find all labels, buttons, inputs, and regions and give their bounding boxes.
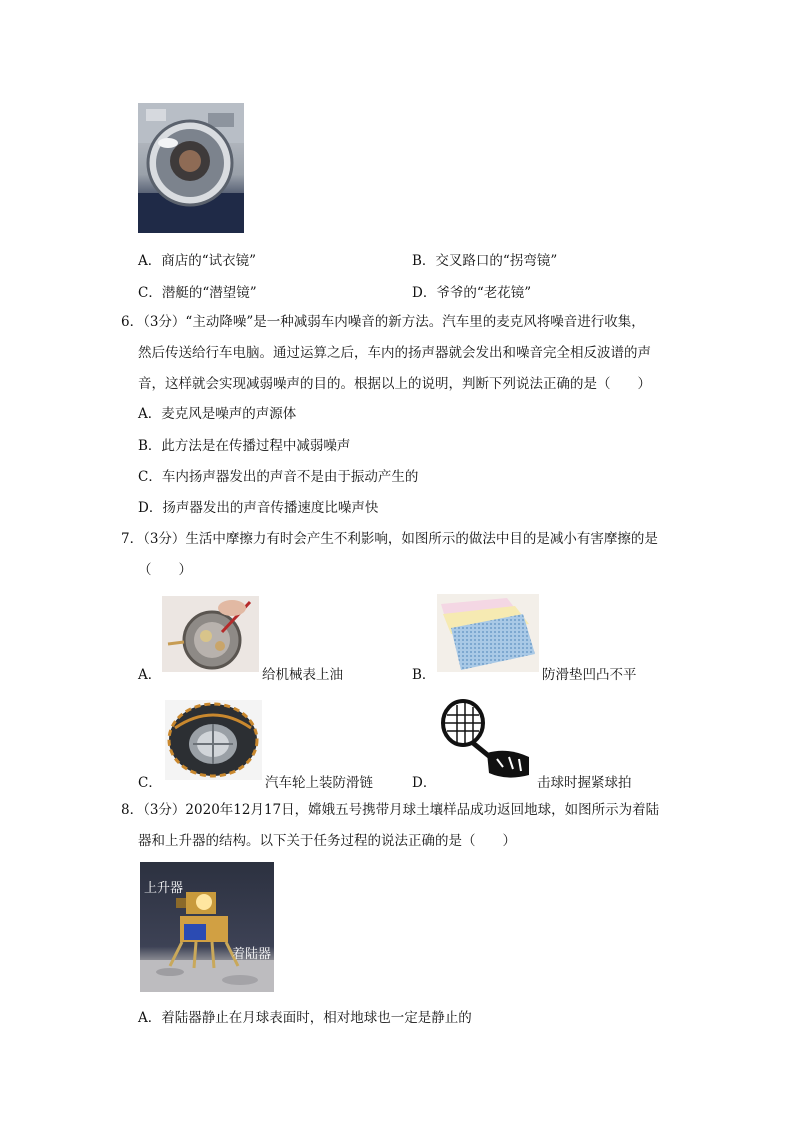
q7-option-c-letter[interactable]: C． — [138, 775, 162, 791]
q7-option-d-text[interactable]: 击球时握紧球拍 — [537, 775, 632, 791]
q6-option-d[interactable]: D．扬声器发出的声音传播速度比噪声快 — [138, 500, 379, 516]
lander-ascender-photo — [140, 862, 274, 992]
q7-option-c-text[interactable]: 汽车轮上装防滑链 — [265, 775, 373, 791]
q7-option-d-letter[interactable]: D． — [412, 775, 437, 791]
watch-oiling-photo — [162, 596, 259, 672]
q7-option-a-text[interactable]: 给机械表上油 — [262, 667, 343, 683]
q7-option-b-letter[interactable]: B． — [412, 667, 436, 683]
q5-option-b[interactable]: B．交叉路口的“拐弯镜” — [412, 253, 558, 269]
q6-stem-line-3: 音，这样就会实现减弱噪声的目的。根据以上的说明，判断下列说法正确的是（ ） — [138, 376, 651, 392]
q7-stem-line-2: （ ） — [138, 562, 192, 578]
tire-chain-photo — [165, 700, 262, 780]
q6-option-c[interactable]: C．车内扬声器发出的声音不是由于振动产生的 — [138, 469, 419, 485]
q7-stem-line-1: 7．（3分）生活中摩擦力有时会产生不利影响，如图所示的做法中目的是减小有害摩擦的是 — [121, 531, 658, 547]
racket-grip-drawing — [437, 697, 533, 781]
q5-option-a[interactable]: A．商店的“试衣镜” — [138, 253, 257, 269]
water-ball-photo — [138, 103, 244, 233]
q5-option-d[interactable]: D．爷爷的“老花镜” — [412, 285, 532, 301]
lander-label: 着陆器 — [232, 947, 272, 962]
q6-stem-line-1: 6．（3分）“主动降噪”是一种减弱车内噪音的新方法。汽车里的麦克风将噪音进行收集， — [121, 314, 645, 330]
q7-option-a-letter[interactable]: A． — [138, 667, 162, 683]
q6-stem-line-2: 然后传送给行车电脑。通过运算之后，车内的扬声器就会发出和噪音完全相反波谱的声 — [138, 345, 651, 361]
q8-stem-line-1: 8．（3分）2020年12月17日，嫦娥五号携带月球土壤样品成功返回地球，如图所示为着陆 — [121, 802, 660, 818]
ascender-label: 上升器 — [144, 881, 184, 896]
q5-option-c[interactable]: C．潜艇的“潜望镜” — [138, 285, 257, 301]
q6-option-b[interactable]: B．此方法是在传播过程中减弱噪声 — [138, 438, 351, 454]
nonslip-mat-photo — [437, 594, 539, 672]
q8-stem-line-2: 器和上升器的结构。以下关于任务过程的说法正确的是（ ） — [138, 833, 516, 849]
q8-option-a[interactable]: A．着陆器静止在月球表面时，相对地球也一定是静止的 — [138, 1010, 472, 1026]
q6-option-a[interactable]: A．麦克风是噪声的声源体 — [138, 406, 297, 422]
q7-option-b-text[interactable]: 防滑垫凹凸不平 — [542, 667, 637, 683]
